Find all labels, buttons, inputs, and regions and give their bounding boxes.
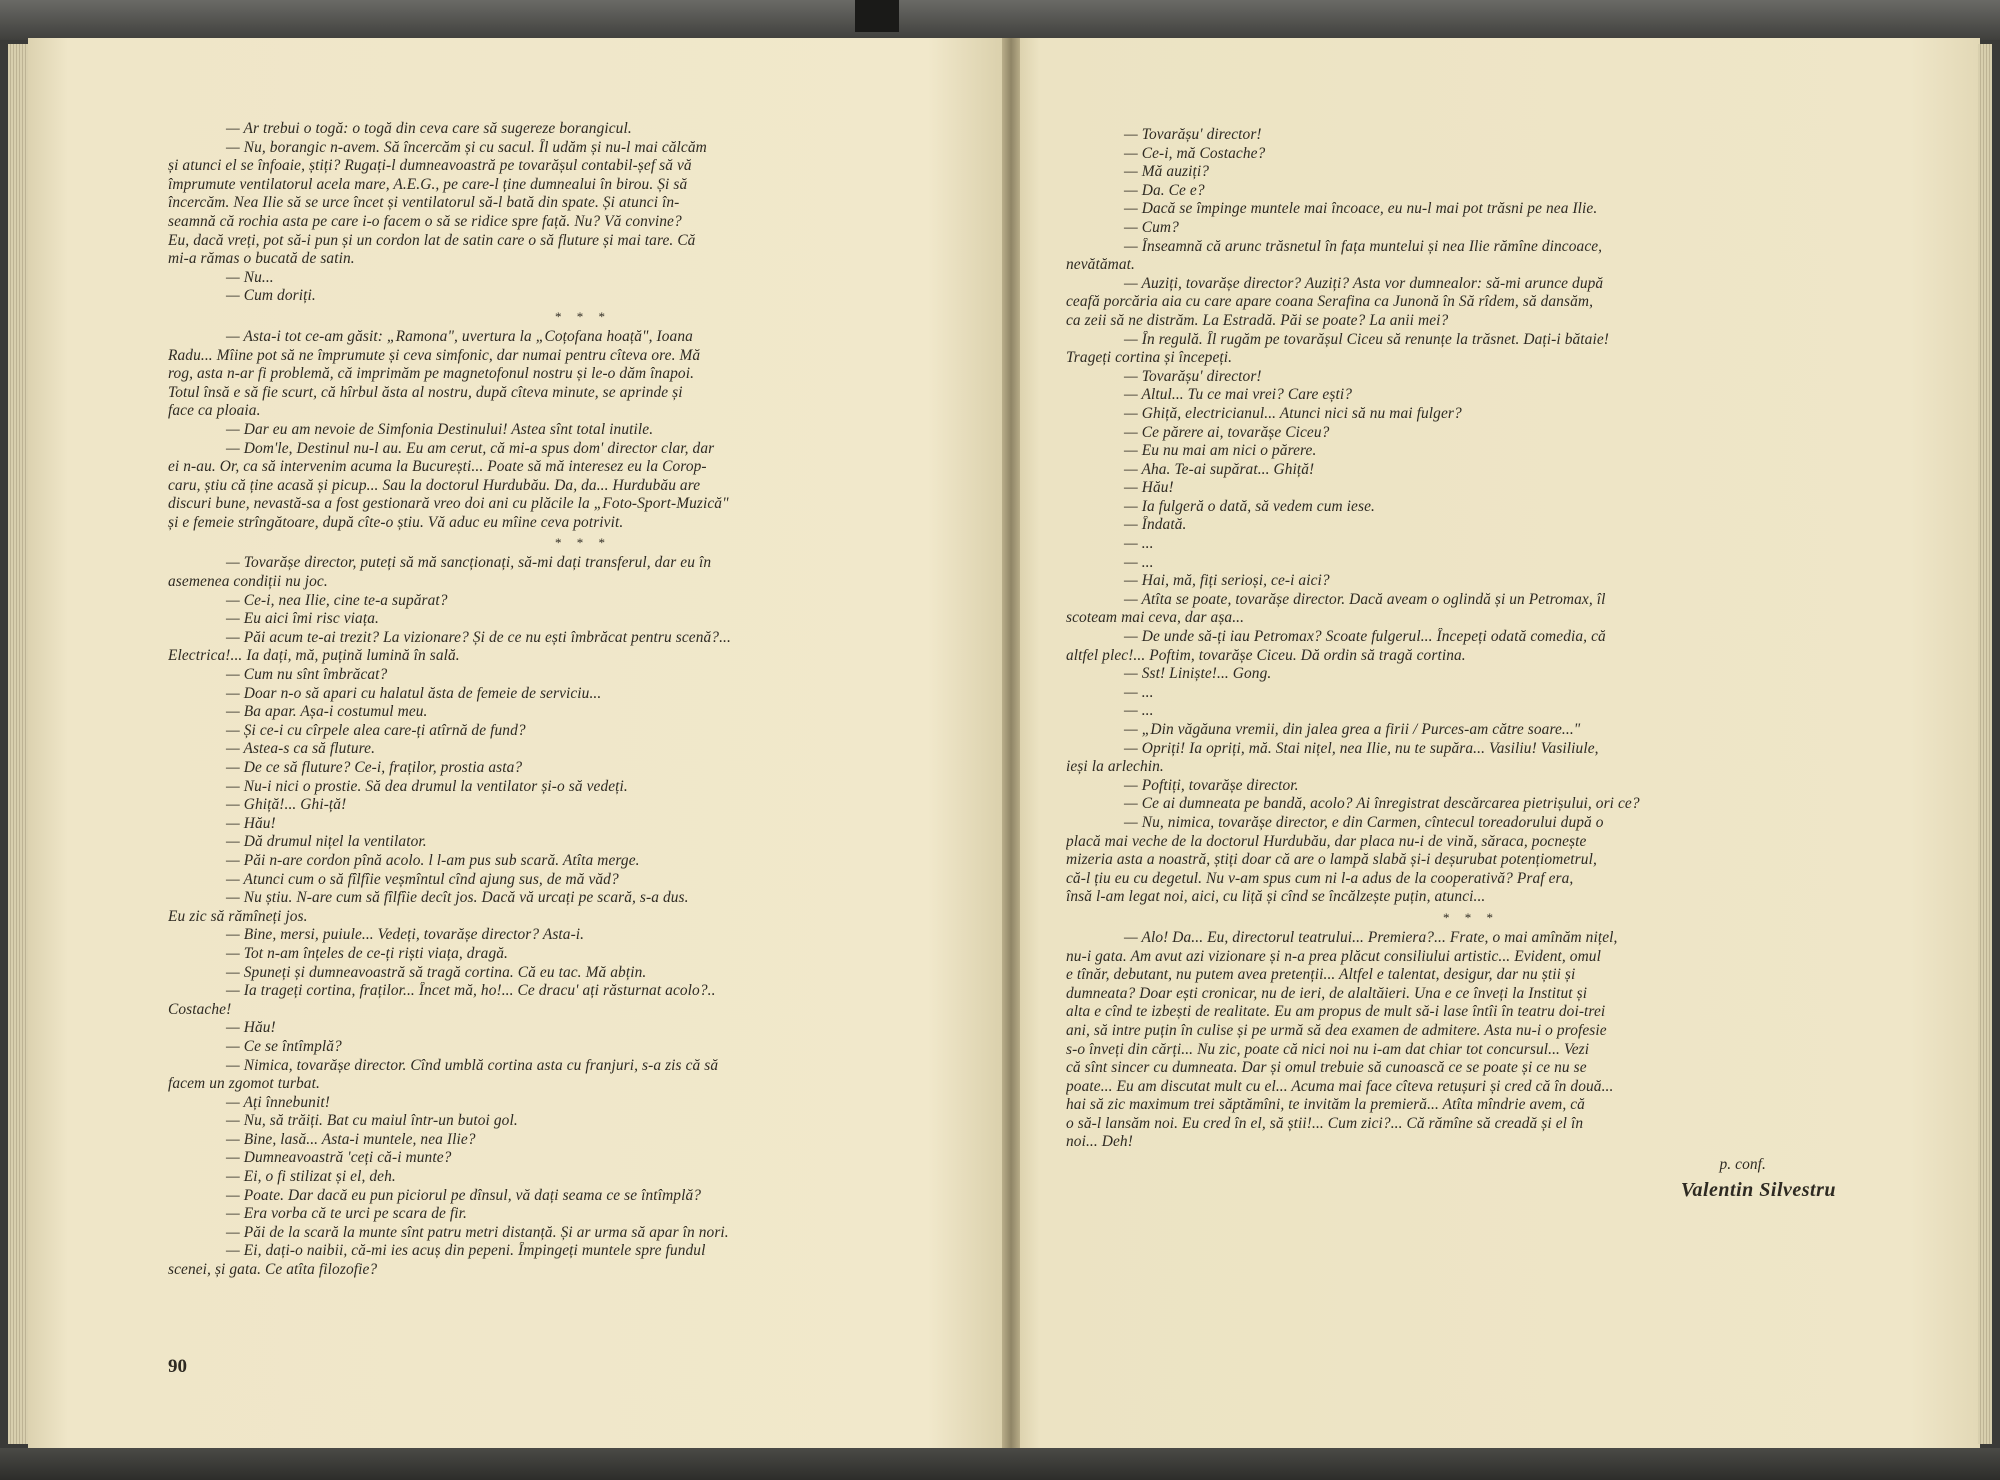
text-line: — Atunci cum o să fîlfîie veșmîntul cînd ajung sus, de mă văd? [226,870,619,888]
text-line: — În regulă. Îl rugăm pe tovarășul Ciceu să renunțe la trăsnet. Dați-i bătaie! [1124,330,1609,348]
text-line: — Păi de la scară la munte sînt patru metri distanță. Și ar urma să apar în nori. [226,1223,729,1241]
book-cover-bottom-edge [0,1448,2000,1480]
text-line: — Nu, borangic n-avem. Să încercăm și cu sacul. Îl udăm și nu-l mai călcăm [226,138,707,156]
text-line: — Ați înnebunit! [226,1093,330,1111]
text-line: — Cum nu sînt îmbrăcat? [226,666,388,684]
section-separator: * * * [555,308,611,324]
text-line: s-o înveți din cărți... Nu zic, poate că nici noi nu i-am dat chiar tot concursul... Vezi [1066,1040,1590,1058]
text-line: — Dacă se împinge muntele mai încoace, eu nu-l mai pot trăsni pe nea Ilie. [1124,200,1598,218]
text-line: — Astea-s ca să fluture. [226,740,376,758]
text-line: — De unde să-ți iau Petromax? Scoate fulgerul... Începeți odată comedia, că [1124,628,1606,646]
right-page-stack [1978,44,1992,1444]
text-line: o să-l lansăm noi. Eu cred în el, să știi!... Cum zici?... Că rămîne să creadă și el în [1066,1114,1584,1132]
text-line: facem un zgomot turbat. [168,1075,320,1093]
text-line: nu-i gata. Am avut azi vizionare și n-a prea plăcut consiliului artistic... Evident, omul [1066,947,1601,965]
text-line: — ... [1124,702,1154,720]
text-line: — Ce părere ai, tovarășe Ciceu? [1124,423,1330,441]
text-line: — Ghiță, electricianul... Atunci nici să nu mai fulger? [1124,404,1462,422]
text-line: — Alo! Da... Eu, directorul teatrului... Premiera?... Frate, o mai amînăm nițel, [1124,928,1618,946]
left-page [28,38,1010,1452]
text-line: — Tovarășe director, puteți să mă sancționați, să-mi dați transferul, dar eu în [226,554,712,572]
text-line: că-l țiu eu cu degetul. Nu v-am spus cum ni l-a adus de la cooperativă? Praf era, [1066,869,1574,887]
text-line: dumneata? Doar ești cronicar, nu de ieri, de alaltăieri. Una e ce înveți la Institut și [1066,984,1588,1002]
text-line: Totul însă e să fie scurt, că hîrbul ăsta al nostru, după cîteva minute, se aprinde și [168,383,683,401]
text-line: și e femeie strîngătoare, după cîte-o știu. Vă aduc eu mîine ceva potrivit. [168,513,624,531]
text-line: — ... [1124,535,1154,553]
text-line: — Înseamnă că arunc trăsnetul în fața muntelui și nea Ilie rămîne dincoace, [1124,237,1603,255]
text-line: — Poate. Dar dacă eu pun piciorul pe dînsul, vă dați seama ce se întîmplă? [226,1186,702,1204]
text-line: — Ia trageți cortina, fraților... Încet mă, ho!... Ce dracu' ați răsturnat acolo?.. [226,982,716,1000]
text-line: — Atîta se poate, tovarășe director. Dacă aveam o oglindă și un Petromax, îl [1124,590,1606,608]
text-line: ani, să intre puțin în culise și pe urmă să dea examen de admitere. Asta nu-i o profesie [1066,1021,1607,1039]
text-line: mi-a rămas o bucată de satin. [168,250,355,268]
book-cover-top-edge [0,0,2000,40]
text-line: — ... [1124,553,1154,571]
text-line: Trageți cortina și începeți. [1066,349,1233,367]
text-line: că sînt sincer cu dumneata. Dar și omul trebuie să cunoască ce se poate și ce nu se [1066,1059,1587,1077]
text-line: nevătămat. [1066,256,1135,274]
text-line: — Și ce-i cu cîrpele alea care-ți atîrnă de fund? [226,721,526,739]
left-page-text-column [168,120,998,1280]
left-page-stack [8,44,30,1444]
text-line: Eu, dacă vreți, pot să-i pun și un cordon lat de satin care o să fluture și mai tare. Că [168,231,696,249]
text-line: — Ei, o fi stilizat și el, deh. [226,1168,396,1186]
text-line: — Nu... [226,268,274,286]
text-line: — Hai, mă, fiți serioși, ce-i aici? [1124,572,1330,590]
right-page-text-column [1066,126,1876,1199]
text-line: — Ba apar. Așa-i costumul meu. [226,703,428,721]
signature-prefix: p. conf. [1719,1156,1766,1174]
text-line: caru, știu că ține acasă și picup... Sau la doctorul Hurdubău. Da, da... Hurdubău are [168,476,701,494]
text-line: face ca ploaia. [168,402,261,420]
text-line: — Ia fulgeră o dată, să vedem cum iese. [1124,497,1375,515]
text-line: — De ce să fluture? Ce-i, fraților, prostia asta? [226,759,523,776]
text-line: — Dumneavoastră 'ceți că-i munte? [226,1149,452,1167]
text-line: — Dom'le, Destinul nu-l au. Eu am cerut, că mi-a spus dom' director clar, dar [226,439,715,457]
text-line: ceafă porcăria aia cu care apare coana Serafina ca Junonă în Să rîdem, să dansăm, [1066,293,1594,311]
text-line: — Păi n-are cordon pînă acolo. l l-am pus sub scară. Atîta merge. [226,851,640,869]
text-line: — Nu-i nici o prostie. Să dea drumul la ventilator și-o să vedeți. [226,777,628,795]
text-line: și atunci el se înfoaie, știți? Rugați-l dumneavoastră pe tovarășul contabil-șef să vă [168,157,692,175]
text-line: Eu zic să rămîneți jos. [168,907,308,925]
text-line: — Altul... Tu ce mai vrei? Care ești? [1124,386,1352,404]
text-line: — ... [1124,683,1154,701]
text-line: — Bine, lasă... Asta-i muntele, nea Ilie? [226,1130,476,1148]
text-line: — Păi acum te-ai trezit? La vizionare? Și de ce nu ești îmbrăcat pentru scenă?... [226,628,731,646]
text-line: — Dă drumul nițel la ventilator. [226,833,427,851]
text-line: — Ce se întîmplă? [226,1037,342,1055]
text-line: Radu... Mîine pot să ne împrumute și ceva simfonic, dar numai pentru cîteva ore. Mă [168,346,701,364]
book-gutter [1002,38,1020,1452]
text-line: — Poftiți, tovarășe director. [1124,776,1299,794]
text-line: alta e cînd te izbești de realitate. Eu am propus de mult să-i lase întîi în teatru doi-trei [1066,1003,1606,1021]
text-line: hai să zic maximum trei săptămîni, te invităm la premieră... Atîta mîndrie avem, că [1066,1096,1585,1114]
text-line: noi... Deh! [1066,1133,1133,1151]
text-line: — Da. Ce e? [1124,181,1205,199]
text-line: — Hău! [226,1019,276,1037]
text-line: — Ghiță!... Ghi-ță! [226,796,347,814]
section-separator: * * * [1443,909,1499,925]
right-page [1010,38,1980,1452]
text-line: Electrica!... Ia dați, mă, puțină lumină în sală. [168,647,460,665]
text-line: rog, asta n-ar fi problemă, că imprimăm pe magnetofonul nostru și le-o dăm înapoi. [168,365,695,383]
text-line: — Bine, mersi, puiule... Vedeți, tovarășe director? Asta-i. [226,926,585,944]
page-number: 90 [168,1356,187,1377]
text-line: — Opriți! Ia opriți, mă. Stai nițel, nea Ilie, nu te supăra... Vasiliu! Vasiliule, [1124,739,1599,757]
text-line: — Ei, dați-o naibii, că-mi ies acuș din pepeni. Împingeți muntele spre fundul [226,1242,706,1260]
text-line: discuri bune, nevastă-sa a fost gestionară vreo doi ani cu plăcile la „Foto-Sport-Muzică" [168,495,729,513]
text-line: — Mă auziți? [1124,163,1209,181]
text-line: — Eu aici îmi risc viața. [226,610,379,628]
text-line: — Nu, nimica, tovarășe director, e din Carmen, cîntecul toreadorului după o [1124,813,1604,831]
text-line: — Nu știu. N-are cum să fîlfîie decît jos. Dacă vă urcați pe scară, s-a dus. [226,889,689,907]
text-line: — Auziți, tovarășe director? Auziți? Asta vor dumnealor: să-mi arunce după [1124,274,1604,292]
text-line: — Hău! [1124,479,1174,497]
text-line: — Nimica, tovarășe director. Cînd umblă cortina asta cu franjuri, s-a zis că să [226,1056,719,1074]
text-line: — Nu, să trăiți. Bat cu maiul într-un butoi gol. [226,1112,518,1130]
text-line: — Dar eu am nevoie de Simfonia Destinului! Astea sînt total inutile. [226,420,654,438]
text-line: ca zeii să ne distrăm. La Estradă. Păi se poate? La anii mei? [1066,311,1449,329]
text-line: mizeria asta a noastră, știți doar că are o lampă slabă și-i deșurubat potențiometrul, [1066,851,1597,869]
text-line: însă l-am legat noi, aici, cu liță și cînd se încălzește puțin, atunci... [1066,888,1486,906]
text-line: — Aha. Te-ai supărat... Ghiță! [1124,460,1315,478]
text-line: — Tovarășu' director! [1124,126,1262,143]
text-line: — Cum? [1124,218,1179,236]
text-line: ei n-au. Or, ca să intervenim acuma la București... Poate să mă interesez eu la Corop- [168,458,707,476]
text-line: — Tot n-am înțeles de ce-ți riști viața, dragă. [226,944,509,962]
text-line: — Hău! [226,814,276,832]
text-line: ieși la arlechin. [1066,758,1164,776]
text-line: împrumute ventilatorul acela mare, A.E.G., pe care-l ține dumnealui în birou. Și să [168,175,688,193]
text-line: — Tovarășu' director! [1124,367,1262,385]
text-line: — Ar trebui o togă: o togă din ceva care să sugereze borangicul. [226,120,632,137]
text-line: e tînăr, debutant, nu putem avea pretenții... Altfel e talentat, desigur, dar nu știi și [1066,966,1576,984]
text-line: poate... Eu am discutat mult cu el... Acuma mai face cîteva retușuri și cred că în două... [1066,1077,1614,1095]
text-line: — Cum doriți. [226,287,316,305]
text-line: — Sst! Liniște!... Gong. [1124,665,1272,683]
text-line: seamnă că rochia asta pe care i-o facem o să se ridice spre față. Nu? Vă convine? [168,212,682,230]
cover-notch [855,0,899,32]
text-line: placă mai veche de la doctorul Hurdubău, dar placa nu-i de vină, săraca, pocnește [1066,832,1587,850]
text-line: asemenea condiții nu joc. [168,573,328,591]
text-line: — Ce-i, mă Costache? [1124,144,1266,162]
text-line: — Îndată. [1124,516,1187,534]
author-signature: Valentin Silvestru [1680,1178,1836,1201]
text-line: scenei, și gata. Ce atîta filozofie? [168,1261,378,1279]
section-separator: * * * [555,535,611,551]
text-line: — Doar n-o să apari cu halatul ăsta de femeie de serviciu... [226,684,602,702]
text-line: — Era vorba că te urci pe scara de fir. [226,1205,467,1223]
text-line: scoteam mai ceva, dar așa... [1066,609,1245,627]
text-line: încercăm. Nea Ilie să se urce încet și ventilatorul să-l bată din spate. Și atunci în- [168,194,680,212]
text-line: Costache! [168,1000,232,1018]
text-line: — Ce ai dumneata pe bandă, acolo? Ai înregistrat descărcarea pietrișului, ori ce? [1124,795,1640,813]
text-line: — Eu nu mai am nici o părere. [1124,442,1317,460]
text-line: — Asta-i tot ce-am găsit: „Ramona", uvertura la „Coțofana hoață", Ioana [226,327,693,345]
text-line: — Ce-i, nea Ilie, cine te-a supărat? [226,591,448,609]
text-line: altfel plec!... Poftim, tovarășe Ciceu. Dă ordin să tragă cortina. [1066,646,1466,664]
text-line: — „Din văgăuna vremii, din jalea grea a firii / Purces-am către soare..." [1124,721,1581,738]
text-line: — Spuneți și dumneavoastră să tragă cortina. Că eu tac. Mă abțin. [226,963,647,981]
